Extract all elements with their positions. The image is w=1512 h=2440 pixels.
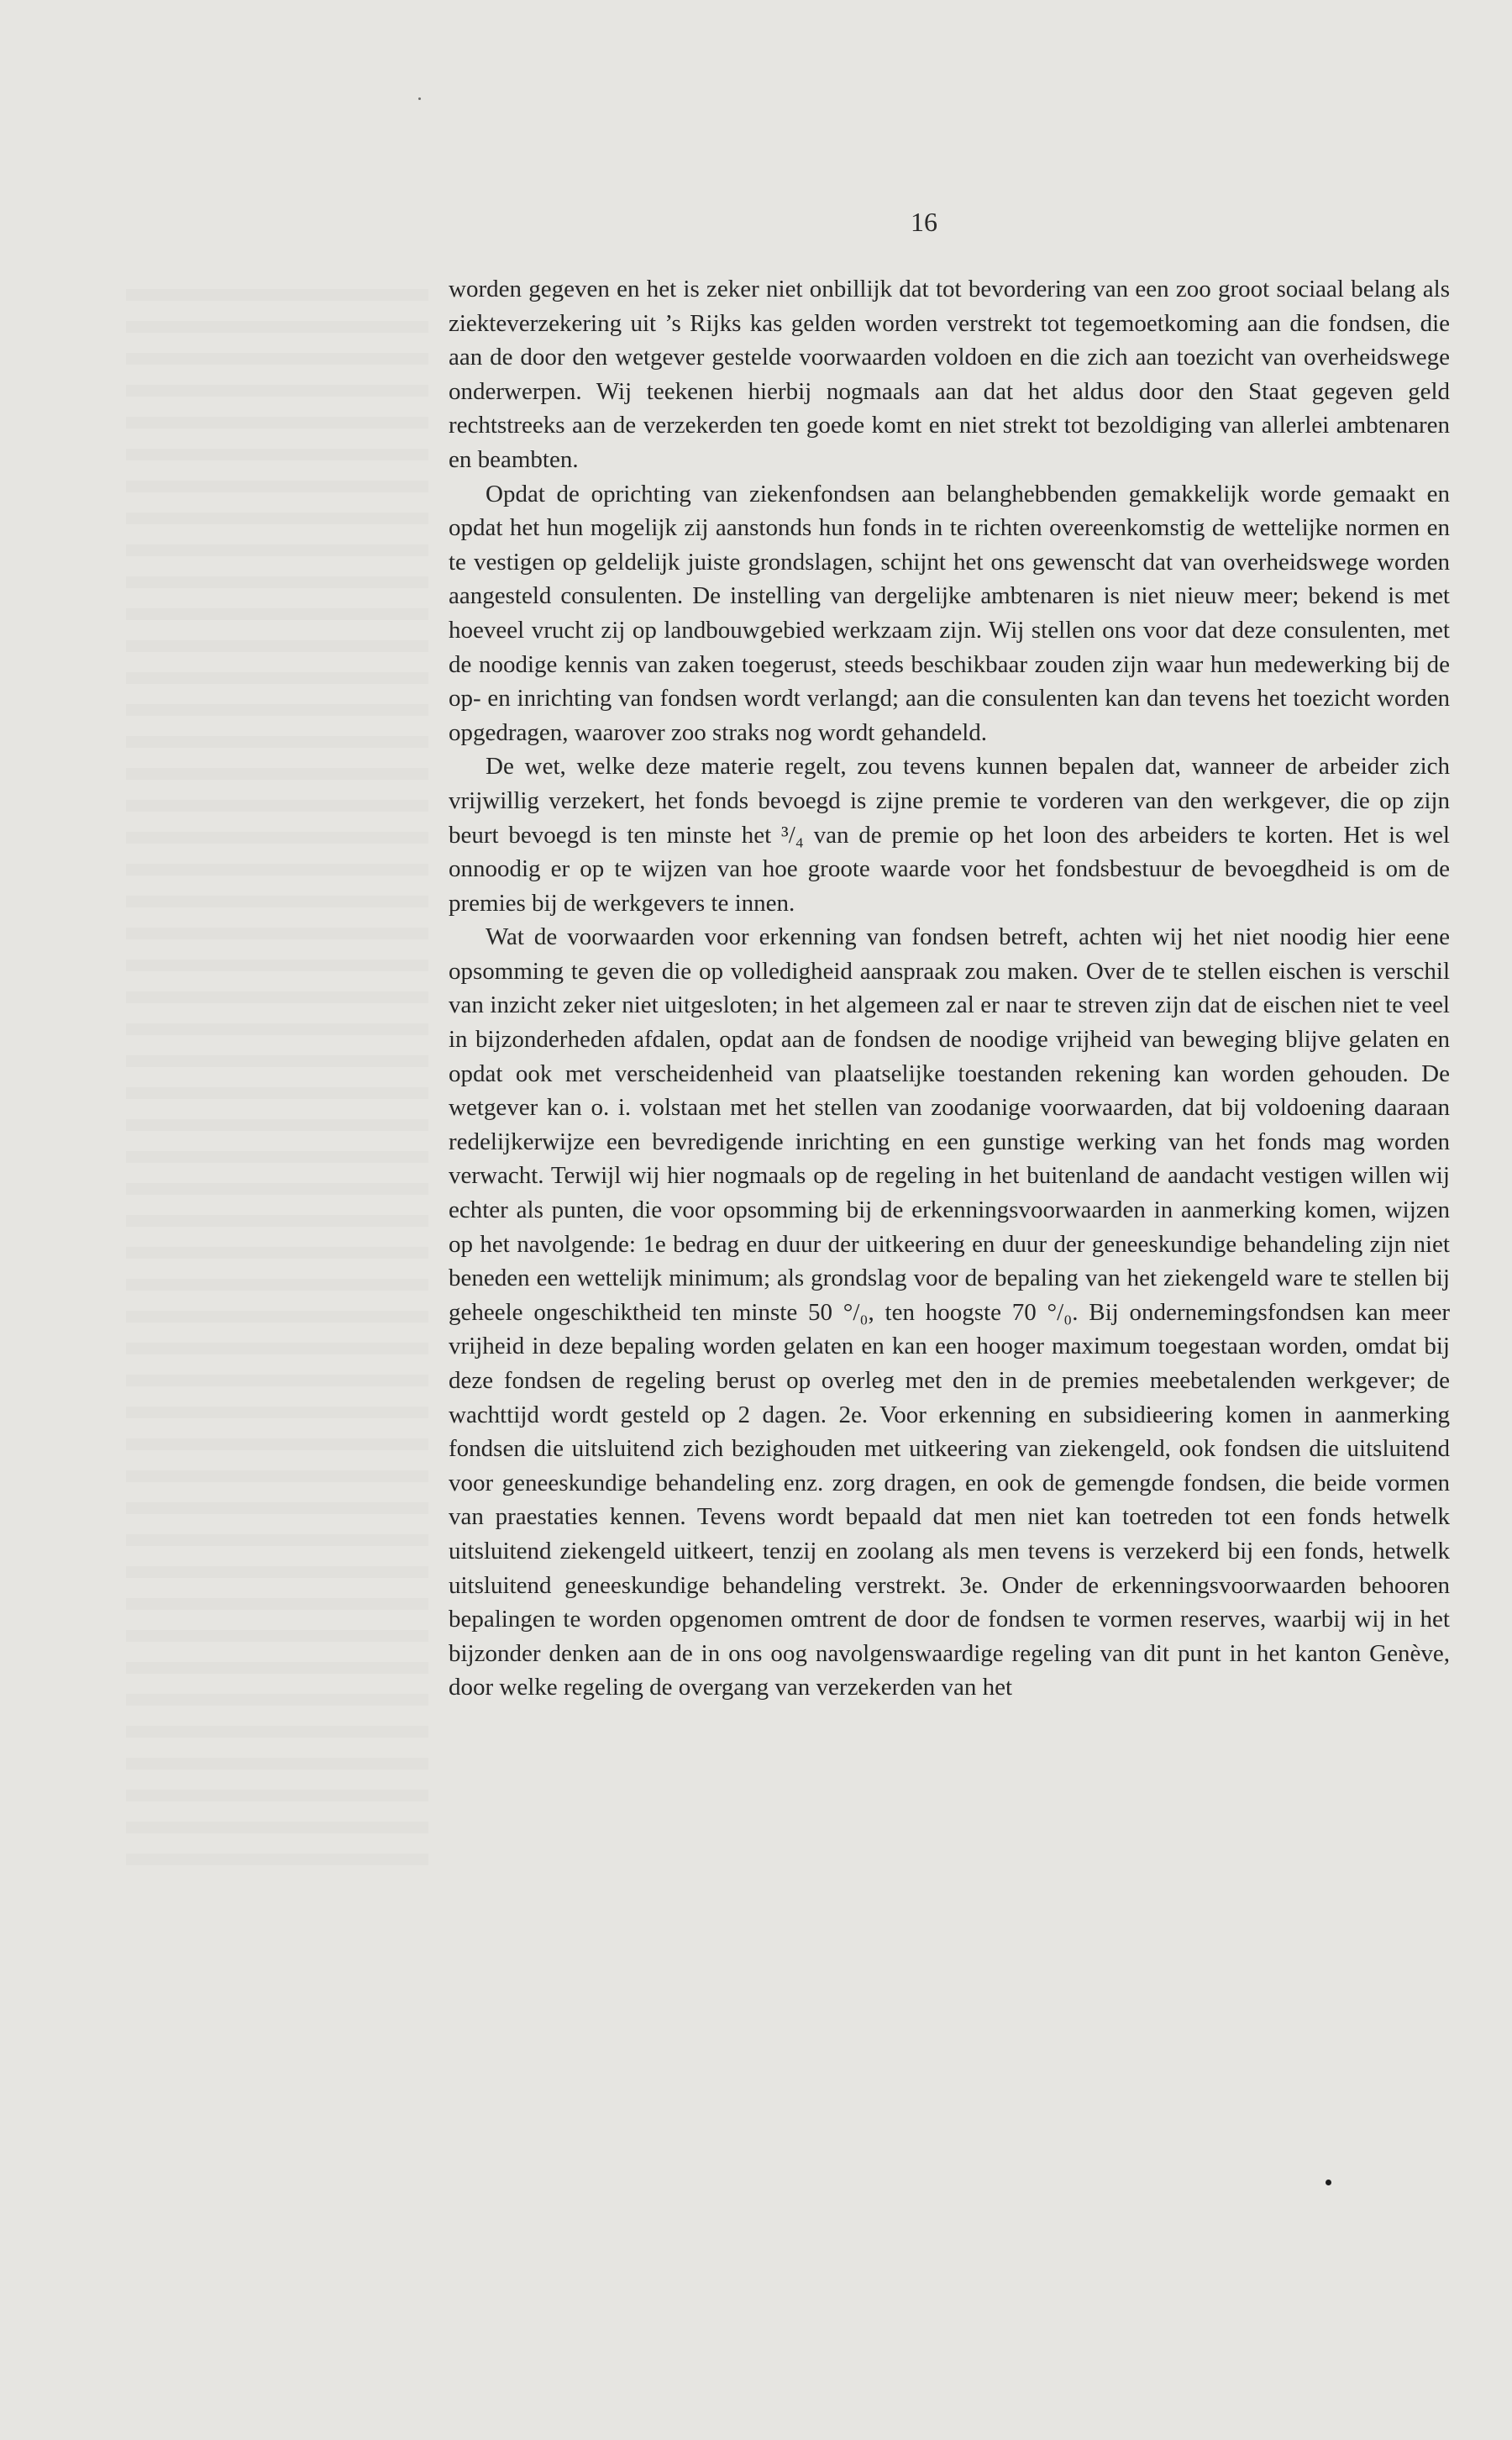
paragraph-2: Opdat de oprichting van ziekenfondsen aan belanghebbenden gemakkelijk worde gemaakt en opdat het hun mogelijk zij aanstonds hun fonds in te richten overeenkomstig de wettelijke normen en te vestigen op geldelijk juiste grondslagen, schijnt het ons gewenscht dat van overheidswege worden aangesteld consulenten. De instelling van dergelijke ambtenaren is niet nieuw meer; bekend is met hoeveel vrucht zij op landbouwgebied werkzaam zijn. Wij stellen ons voor dat deze consulenten, met de noodige kennis van zaken toegerust, steeds beschikbaar zouden zijn waar hun medewerking bij de op- en inrichting van fondsen wordt verlangd; aan die consulenten kan dan tevens het toezicht worden opgedragen, waarover zoo straks nog wordt gehandeld. (449, 480, 1450, 746)
paragraph-4: Wat de voorwaarden voor erkenning van fondsen betreft, achten wij het niet noodig hier eene opsomming te geven die op volledigheid aanspraak zou maken. Over de te stellen eischen is verschil van inzicht zeker niet uitgesloten; in het algemeen zal er naar te streven zijn dat de eischen niet te veel in bijzonderheden afdalen, opdat aan de fondsen de noodige vrijheid van beweging blijve gelaten en opdat ook met verscheidenheid van plaatselijke toestanden rekening kan worden gehouden. De wetgever kan o. i. volstaan met het stellen van zoodanige voorwaarden, dat bij voldoening daaraan redelijkerwijze een bevredigende inrichting en een gunstige werking van het fonds mag worden verwacht. Terwijl wij hier nogmaals op de regeling in het buitenland de aandacht vestigen willen wij echter als punten, die voor opsomming bij de erkenningsvoorwaarden in aanmerking komen, wijzen op het navolgende: 1e bedrag en duur der uitkeering en duur der geneeskundige behandeling zijn niet beneden een wettelijk minimum; als grondslag voor de bepaling van het ziekengeld ware te stellen bij geheele ongeschiktheid ten minste 50 °/₀, ten hoogste 70 °/₀. Bij ondernemingsfondsen kan meer vrijheid in deze bepaling worden gelaten en kan een hooger maximum toegestaan worden, omdat bij deze fondsen de regeling berust op overleg met den in de premies meebetalenden werkgever; de wachttijd wordt gesteld op 2 dagen. 2e. Voor erkenning en subsidieering komen in aanmerking fondsen die uitsluitend zich bezighouden met uitkeering van ziekengeld, ook fondsen die uitsluitend voor geneeskundige behandeling enz. zorg dragen, en ook de gemengde fondsen, die beide vormen van praestaties kennen. Tevens wordt bepaald dat men niet kan toetreden tot een fonds hetwelk uitsluitend ziekengeld uitkeert, tenzij en zoolang als men tevens is verzekerd bij een fonds, hetwelk uitsluitend geneeskundige behandeling verstrekt. 3e. Onder de erkenningsvoorwaarden behooren bepalingen te worden opgenomen omtrent de door de fondsen te vormen reserves, waarbij wij in het bijzonder denken aan de in ons oog navolgenswaardige regeling van dit punt in het kanton Genève, door welke regeling de overgang van verzekerden van het (449, 923, 1450, 1701)
page-number: 16 (911, 207, 937, 237)
paragraph-1: worden gegeven en het is zeker niet onbillijk dat tot bevordering van een zoo groot sociaal belang als ziekteverzekering uit ’s Rijks kas gelden worden verstrekt tot tegemoetkoming aan die fondsen, die aan de door den wetgever gestelde voorwaarden voldoen en die zich aan toezicht van overheidswege onderwerpen. Wij teekenen hierbij nogmaals aan dat het aldus door den Staat gegeven geld rechtstreeks aan de verzekerden ten goede komt en niet strekt tot bezoldiging van allerlei ambtenaren en beambten. (449, 276, 1450, 473)
paragraph-3: De wet, welke deze materie regelt, zou tevens kunnen bepalen dat, wanneer de arbeider zich vrijwillig verzekert, het fonds bevoegd is zijne premie te vorderen van den werkgever, die op zijn beurt bevoegd is ten minste het ³/₄ van de premie op het loon des arbeiders te korten. Het is wel onnoodig er op te wijzen van hoe groote waarde voor het fondsbestuur de bevoegdheid is om de premies bij de werkgevers te innen. (449, 753, 1450, 917)
body-text (449, 272, 1450, 1705)
dust-speck (418, 97, 421, 100)
show-through-shadow (126, 269, 428, 1865)
dust-speck (1326, 2180, 1331, 2185)
